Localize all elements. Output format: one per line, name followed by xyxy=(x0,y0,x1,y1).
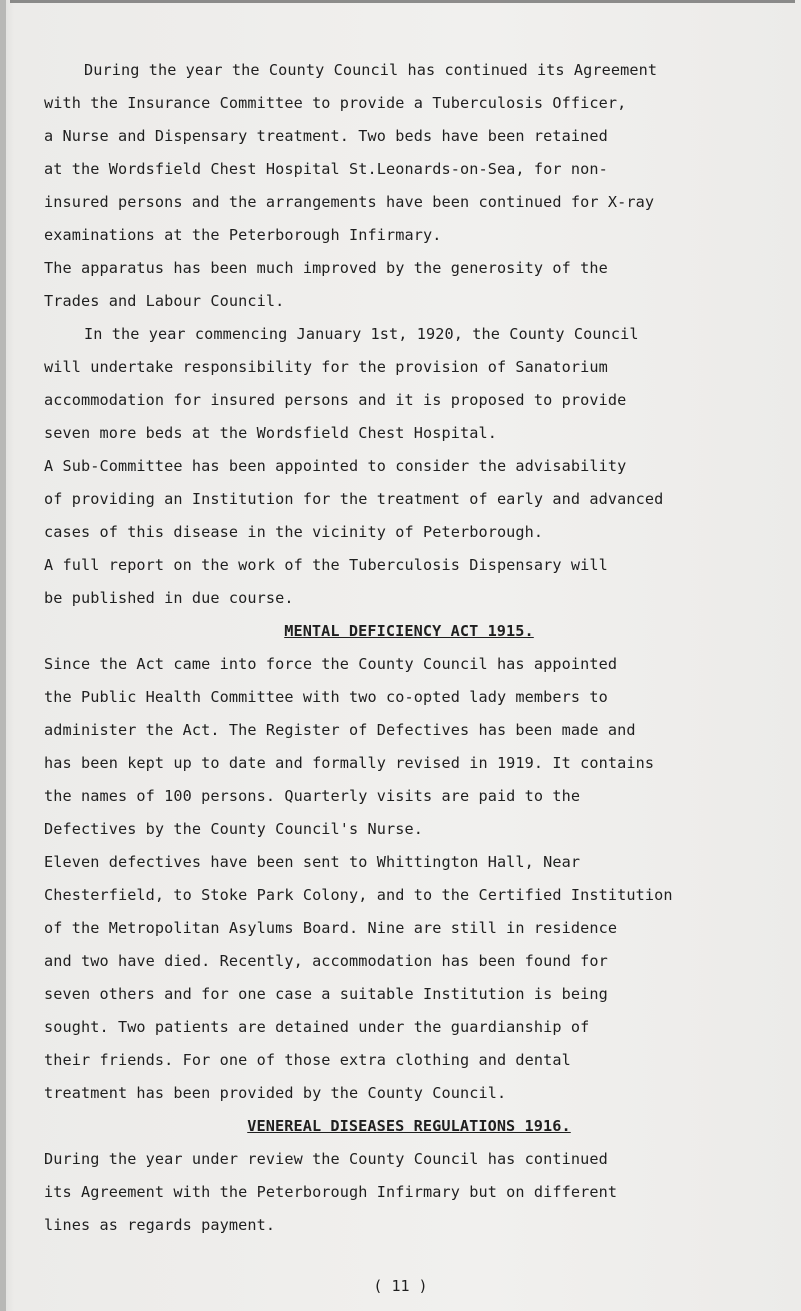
text-line: administer the Act. The Register of Defectives has been made and xyxy=(44,721,636,739)
text-line: In the year commencing January 1st, 1920, the County Council xyxy=(84,325,639,343)
text-line: and two have died. Recently, accommodation has been found for xyxy=(44,952,608,970)
tuberculosis-section xyxy=(44,54,774,615)
venereal-diseases-section xyxy=(44,1143,774,1242)
text-line: with the Insurance Committee to provide a Tuberculosis Officer, xyxy=(44,94,627,112)
text-line: During the year under review the County Council has continued xyxy=(44,1150,608,1168)
mental-deficiency-section xyxy=(44,648,774,1110)
text-line: a Nurse and Dispensary treatment. Two beds have been retained xyxy=(44,127,608,145)
text-line: of the Metropolitan Asylums Board. Nine are still in residence xyxy=(44,919,618,937)
text-line: seven more beds at the Wordsfield Chest Hospital. xyxy=(44,424,497,442)
text-line: at the Wordsfield Chest Hospital St.Leonards-on-Sea, for non- xyxy=(44,160,608,178)
section-heading-venereal-diseases: VENEREAL DISEASES REGULATIONS 1916. xyxy=(247,1117,571,1135)
text-line: treatment has been provided by the County Council. xyxy=(44,1084,507,1102)
text-line: seven others and for one case a suitable Institution is being xyxy=(44,985,608,1003)
text-line: A Sub-Committee has been appointed to consider the advisability xyxy=(44,457,627,475)
text-line: its Agreement with the Peterborough Infirmary but on different xyxy=(44,1183,618,1201)
page-top-edge xyxy=(10,0,795,17)
text-line: Chesterfield, to Stoke Park Colony, and to the Certified Institution xyxy=(44,886,673,904)
text-line: the names of 100 persons. Quarterly visits are paid to the xyxy=(44,787,581,805)
text-line: A full report on the work of the Tuberculosis Dispensary will xyxy=(44,556,608,574)
text-line: lines as regards payment. xyxy=(44,1216,276,1234)
text-line: insured persons and the arrangements have been continued for X-ray xyxy=(44,193,655,211)
text-line: their friends. For one of those extra clothing and dental xyxy=(44,1051,571,1069)
text-line: the Public Health Committee with two co-opted lady members to xyxy=(44,688,608,706)
text-line: The apparatus has been much improved by the generosity of the xyxy=(44,259,608,277)
page-number: ( 11 ) xyxy=(373,1277,428,1295)
text-line: sought. Two patients are detained under the guardianship of xyxy=(44,1018,590,1036)
document-body xyxy=(44,54,774,1242)
text-line: be published in due course. xyxy=(44,589,294,607)
text-line: Eleven defectives have been sent to Whittington Hall, Near xyxy=(44,853,581,871)
text-line: Trades and Labour Council. xyxy=(44,292,285,310)
text-line: During the year the County Council has continued its Agreement xyxy=(84,61,658,79)
text-line: Since the Act came into force the County Council has appointed xyxy=(44,655,618,673)
text-line: will undertake responsibility for the provision of Sanatorium xyxy=(44,358,608,376)
text-line: of providing an Institution for the treatment of early and advanced xyxy=(44,490,664,508)
section-heading-mental-deficiency: MENTAL DEFICIENCY ACT 1915. xyxy=(284,622,534,640)
text-line: accommodation for insured persons and it is proposed to provide xyxy=(44,391,627,409)
text-line: examinations at the Peterborough Infirmary. xyxy=(44,226,442,244)
text-line: Defectives by the County Council's Nurse. xyxy=(44,820,423,838)
page-binding-edge xyxy=(0,0,6,1311)
text-line: has been kept up to date and formally revised in 1919. It contains xyxy=(44,754,655,772)
text-line: cases of this disease in the vicinity of Peterborough. xyxy=(44,523,544,541)
